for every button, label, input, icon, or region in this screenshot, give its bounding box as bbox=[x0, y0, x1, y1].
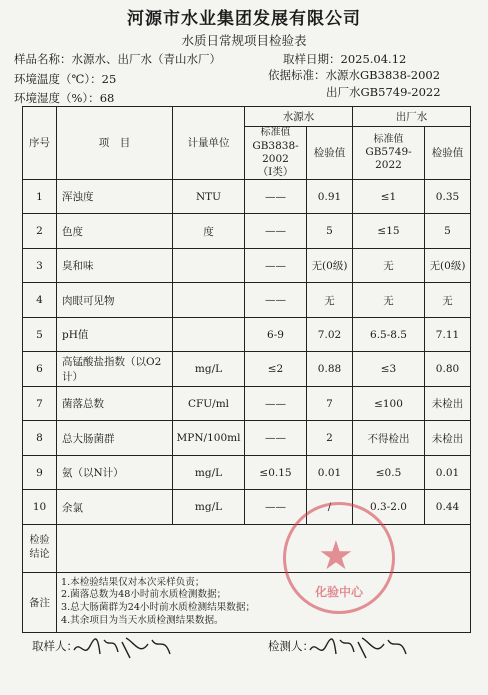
row-item: 高锰酸盐指数（以O2计） bbox=[57, 352, 173, 387]
row-source-standard: —— bbox=[245, 179, 307, 214]
humidity-value: 68 bbox=[99, 91, 115, 105]
temp-label: 环境温度（℃）： bbox=[14, 72, 102, 86]
remarks-label: 备注 bbox=[23, 572, 57, 632]
col-seq-header: 序号 bbox=[23, 107, 57, 180]
remark-item: 2.菌落总数为48小时前水质检测数据； bbox=[61, 589, 227, 601]
row-number: 4 bbox=[23, 283, 57, 318]
sample-value: 水源水、出厂水（青山水厂） bbox=[71, 52, 221, 66]
row-source-value: 0.01 bbox=[307, 455, 353, 490]
row-source-standard: ≤2 bbox=[245, 352, 307, 387]
row-source-value: / bbox=[307, 490, 353, 525]
std-source-header: 标准值 GB3838-2002 （Ⅰ类） bbox=[245, 127, 307, 180]
row-plant-standard: 0.3-2.0 bbox=[353, 490, 425, 525]
result-plant-header: 检验值 bbox=[425, 127, 471, 180]
group-source-header: 水源水 bbox=[245, 107, 353, 127]
row-number: 5 bbox=[23, 317, 57, 352]
sampler-label: 取样人： bbox=[32, 639, 78, 653]
table-row bbox=[23, 317, 471, 352]
row-plant-standard: 无 bbox=[353, 248, 425, 283]
seal-text: 化验中心 bbox=[314, 585, 363, 599]
row-item: 余氯 bbox=[57, 490, 173, 525]
sample-name bbox=[14, 51, 221, 67]
row-item: 菌落总数 bbox=[57, 386, 173, 421]
table-row bbox=[23, 248, 471, 283]
row-plant-value: 5 bbox=[425, 214, 471, 249]
row-plant-standard: 无 bbox=[353, 283, 425, 318]
row-plant-value: 0.80 bbox=[425, 352, 471, 387]
row-source-value: 无(0级) bbox=[307, 248, 353, 283]
sampler-signature bbox=[70, 628, 180, 668]
row-source-value: 无 bbox=[307, 283, 353, 318]
remark-item: 4.其余项目为当天水质检测结果数据。 bbox=[61, 615, 224, 627]
table-row bbox=[23, 386, 471, 421]
tester-signature bbox=[306, 628, 416, 668]
table-row bbox=[23, 490, 471, 525]
official-seal bbox=[283, 502, 395, 614]
remark-item: 1.本检验结果仅对本次采样负责； bbox=[61, 576, 205, 588]
remark-item: 3.总大肠菌群为24小时前水质检测结果数据； bbox=[61, 602, 256, 614]
table-row bbox=[23, 179, 471, 214]
row-plant-value: 0.44 bbox=[425, 490, 471, 525]
sheet-subtitle: 水质日常规项目检验表 bbox=[181, 33, 307, 48]
row-source-value: 7.02 bbox=[307, 317, 353, 352]
row-plant-value: 0.01 bbox=[425, 455, 471, 490]
row-unit: mg/L bbox=[173, 490, 245, 525]
row-unit bbox=[173, 317, 245, 352]
seal-star-icon: ★ bbox=[318, 533, 354, 579]
row-unit: mg/L bbox=[173, 352, 245, 387]
table-row bbox=[23, 421, 471, 456]
row-plant-value: 未检出 bbox=[425, 386, 471, 421]
row-number: 8 bbox=[23, 421, 57, 456]
standard-source: 水源水GB3838-2002 bbox=[325, 68, 441, 82]
row-number: 10 bbox=[23, 490, 57, 525]
conclusion-label: 检验 结论 bbox=[23, 524, 57, 572]
row-plant-value: 7.11 bbox=[425, 317, 471, 352]
standard-plant: 出厂水GB5749-2022 bbox=[326, 85, 441, 99]
row-unit: mg/L bbox=[173, 455, 245, 490]
group-plant-header: 出厂水 bbox=[353, 107, 471, 127]
row-plant-value: 未检出 bbox=[425, 421, 471, 456]
table-row bbox=[23, 283, 471, 318]
humidity-label: 环境湿度（%）： bbox=[14, 91, 100, 105]
results-table bbox=[22, 106, 471, 633]
row-unit bbox=[173, 248, 245, 283]
company-title: 河源市水业集团发展有限公司 bbox=[127, 9, 361, 29]
row-source-value: 0.88 bbox=[307, 352, 353, 387]
row-source-value: 7 bbox=[307, 386, 353, 421]
row-source-standard: —— bbox=[245, 386, 307, 421]
results-rows bbox=[23, 179, 471, 524]
row-item: 肉眼可见物 bbox=[57, 283, 173, 318]
row-unit: MPN/100ml bbox=[173, 421, 245, 456]
row-source-standard: —— bbox=[245, 421, 307, 456]
row-unit: 度 bbox=[173, 214, 245, 249]
row-item: 臭和味 bbox=[57, 248, 173, 283]
row-source-standard: —— bbox=[245, 214, 307, 249]
row-source-standard: —— bbox=[245, 283, 307, 318]
table-row bbox=[23, 214, 471, 249]
temp-value: 25 bbox=[101, 72, 117, 86]
row-source-value: 2 bbox=[307, 421, 353, 456]
row-plant-standard: ≤1 bbox=[353, 179, 425, 214]
standard-basis bbox=[268, 67, 440, 83]
std-plant-header: 标准值 GB5749-2022 bbox=[353, 127, 425, 180]
row-number: 6 bbox=[23, 352, 57, 387]
ambient-temperature bbox=[14, 71, 116, 87]
sampling-date bbox=[283, 51, 406, 67]
row-source-standard: —— bbox=[245, 490, 307, 525]
table-row bbox=[23, 455, 471, 490]
row-number: 9 bbox=[23, 455, 57, 490]
row-source-value: 0.91 bbox=[307, 179, 353, 214]
row-item: 浑浊度 bbox=[57, 179, 173, 214]
row-unit: CFU/ml bbox=[173, 386, 245, 421]
col-item-header: 项 目 bbox=[57, 107, 173, 180]
ambient-humidity bbox=[14, 90, 114, 106]
row-number: 1 bbox=[23, 179, 57, 214]
row-source-value: 5 bbox=[307, 214, 353, 249]
row-plant-value: 无(0级) bbox=[425, 248, 471, 283]
tester-label: 检测人： bbox=[268, 639, 314, 653]
date-value: 2025.04.12 bbox=[340, 52, 407, 66]
row-plant-standard: ≤0.5 bbox=[353, 455, 425, 490]
row-item: 总大肠菌群 bbox=[57, 421, 173, 456]
result-source-header: 检验值 bbox=[307, 127, 353, 180]
row-plant-value: 0.35 bbox=[425, 179, 471, 214]
row-plant-standard: 不得检出 bbox=[353, 421, 425, 456]
row-item: pH值 bbox=[57, 317, 173, 352]
row-number: 2 bbox=[23, 214, 57, 249]
row-source-standard: 6-9 bbox=[245, 317, 307, 352]
row-source-standard: ≤0.15 bbox=[245, 455, 307, 490]
row-item: 色度 bbox=[57, 214, 173, 249]
sample-label: 样品名称： bbox=[14, 52, 72, 66]
row-item: 氨（以N计） bbox=[57, 455, 173, 490]
row-plant-standard: 6.5-8.5 bbox=[353, 317, 425, 352]
date-label: 取样日期： bbox=[283, 52, 341, 66]
row-unit: NTU bbox=[173, 179, 245, 214]
remarks-list bbox=[57, 572, 471, 632]
row-plant-value: 无 bbox=[425, 283, 471, 318]
row-plant-standard: ≤100 bbox=[353, 386, 425, 421]
row-plant-standard: ≤3 bbox=[353, 352, 425, 387]
row-number: 7 bbox=[23, 386, 57, 421]
conclusion-value bbox=[57, 524, 471, 572]
row-unit bbox=[173, 283, 245, 318]
row-plant-standard: ≤15 bbox=[353, 214, 425, 249]
col-unit-header: 计量单位 bbox=[173, 107, 245, 180]
standard-label: 依据标准： bbox=[268, 68, 326, 82]
row-number: 3 bbox=[23, 248, 57, 283]
table-row bbox=[23, 352, 471, 387]
row-source-standard: —— bbox=[245, 248, 307, 283]
